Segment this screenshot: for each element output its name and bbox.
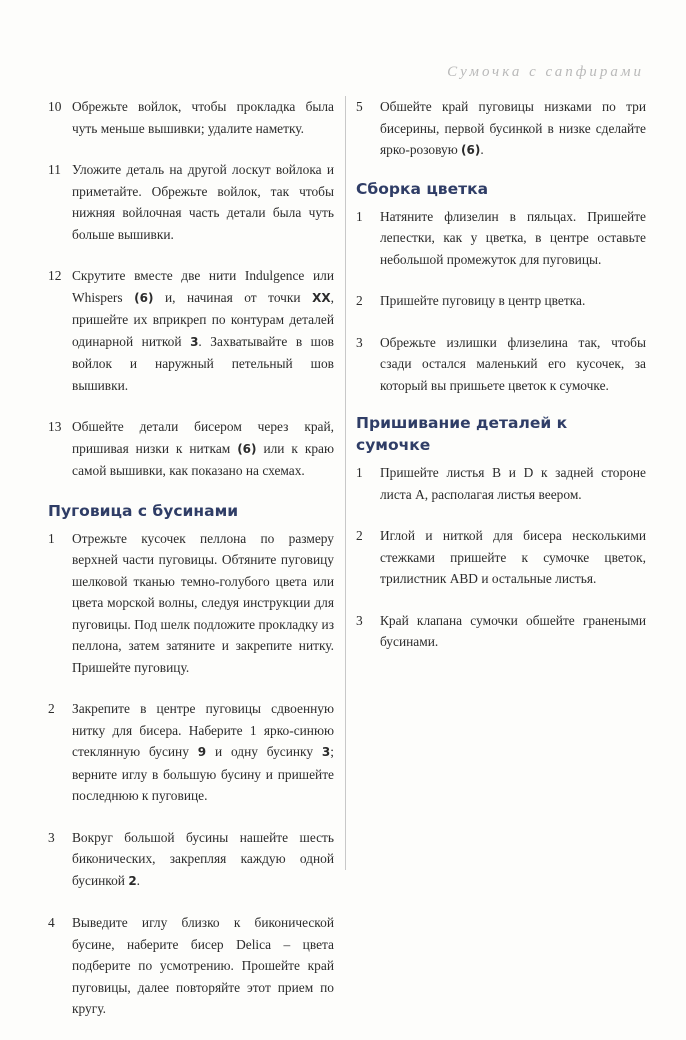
steps-list [356,96,646,162]
step-text: Пришейте листья B и D к задней стороне листа A, располагая листья веером. [380,465,646,502]
step-text: Обшейте детали бисером через край, пришивая низки к ниткам (6) или к краю самой вышивки, как показано на схемах. [72,419,334,478]
steps-list [48,96,334,482]
step-number: 13 [48,419,62,434]
step-number: 1 [356,208,363,224]
steps-list [48,528,334,1020]
steps-list [356,206,646,397]
step-number: 5 [356,99,363,114]
step-number: 2 [48,701,55,716]
step-text: Отрежьте кусочек пеллона по размеру верхней части пуговицы. Обтяните пуговицу шелковой тканью темно-голубого цвета или цвета морской волны, следуя инструкции для пуговицы. Под шелк подложите прокладку из пеллона, затем затяните и закрепите нитку. Пришейте пуговицу. [72,530,334,675]
step-text: Пришейте пуговицу в центр цветка. [380,293,586,308]
step-text: Выведите иглу близко к биконической бусине, наберите бисер Delica – цвета подберите по усмотрению. Прошейте край пуговицы, далее повторяйте этот прием по кругу. [72,915,334,1016]
step-number: 11 [48,162,61,177]
step-text: Уложите деталь на другой лоскут войлока и приметайте. Обрежьте войлок, так чтобы нижняя войлочная часть детали была чуть больше вышивки. [72,162,334,242]
running-title: Сумочка с сапфирами [447,64,644,80]
step-number: 3 [48,829,55,845]
step-number: 1 [48,530,55,546]
column-divider [345,96,346,870]
step-number: 10 [48,99,62,114]
step-number: 12 [48,268,62,283]
step-item [48,827,334,893]
step-text: Натяните флизелин в пяльцах. Пришейте лепестки, как у цветка, в центре оставьте небольшой промежуток для пуговицы. [380,208,646,267]
steps-list [356,462,646,653]
step-number: 1 [356,465,363,480]
step-text: Иглой и ниткой для бисера несколькими стежками пришейте к сумочке цветок, трилистник ABD и остальные листья. [380,528,646,586]
step-text: Вокруг большой бусины нашейте шесть биконических, закрепляя каждую одной бусинкой 2. [72,829,334,888]
step-item [356,525,646,590]
step-text: Обрежьте войлок, чтобы прокладка была чуть меньше вышивки; удалите наметку. [72,99,334,136]
section-title-flower: Сборка цветка [356,179,489,198]
step-item [356,96,646,162]
step-item [48,698,334,807]
step-item [48,265,334,396]
step-item [356,610,646,653]
section-title-attach: Пришивание деталей к сумочке [356,414,568,454]
step-number: 2 [356,528,363,543]
step-item [356,462,646,505]
step-text: Скрутите вместе две нити Indulgence или Whispers (6) и, начиная от точки XX, пришейте их вприкреп по контурам деталей одинарной ниткой 3. Захватывайте в шов войлок и наружный петельный шов вышивки. [72,268,334,393]
step-item [48,528,334,679]
step-item [356,332,646,397]
step-item [48,159,334,245]
step-number: 3 [356,612,363,628]
step-item [356,206,646,271]
section-title-button: Пуговица с бусинами [48,501,239,520]
left-column [48,96,334,1040]
step-number: 3 [356,334,363,350]
step-number: 4 [48,915,55,930]
step-text: Обрежьте излишки флизелина так, чтобы сзади остался маленький его кусочек, за который вы пришьете цветок к сумочке. [380,334,646,393]
right-column [356,96,646,673]
step-item [356,290,646,312]
step-text: Обшейте край пуговицы низками по три бисерины, первой бусинкой в низке сделайте ярко-розовую (6). [380,99,646,157]
step-item [48,416,334,482]
step-number: 2 [356,293,363,308]
step-item [48,912,334,1020]
step-item [48,96,334,139]
step-text: Закрепите в центре пуговицы сдвоенную нитку для бисера. Наберите 1 ярко-синюю стеклянную бусину 9 и одну бусинку 3; верните иглу в большую бусину и пришейте последнюю к пуговице. [72,701,335,803]
step-text: Край клапана сумочки обшейте гранеными бусинами. [380,612,646,649]
